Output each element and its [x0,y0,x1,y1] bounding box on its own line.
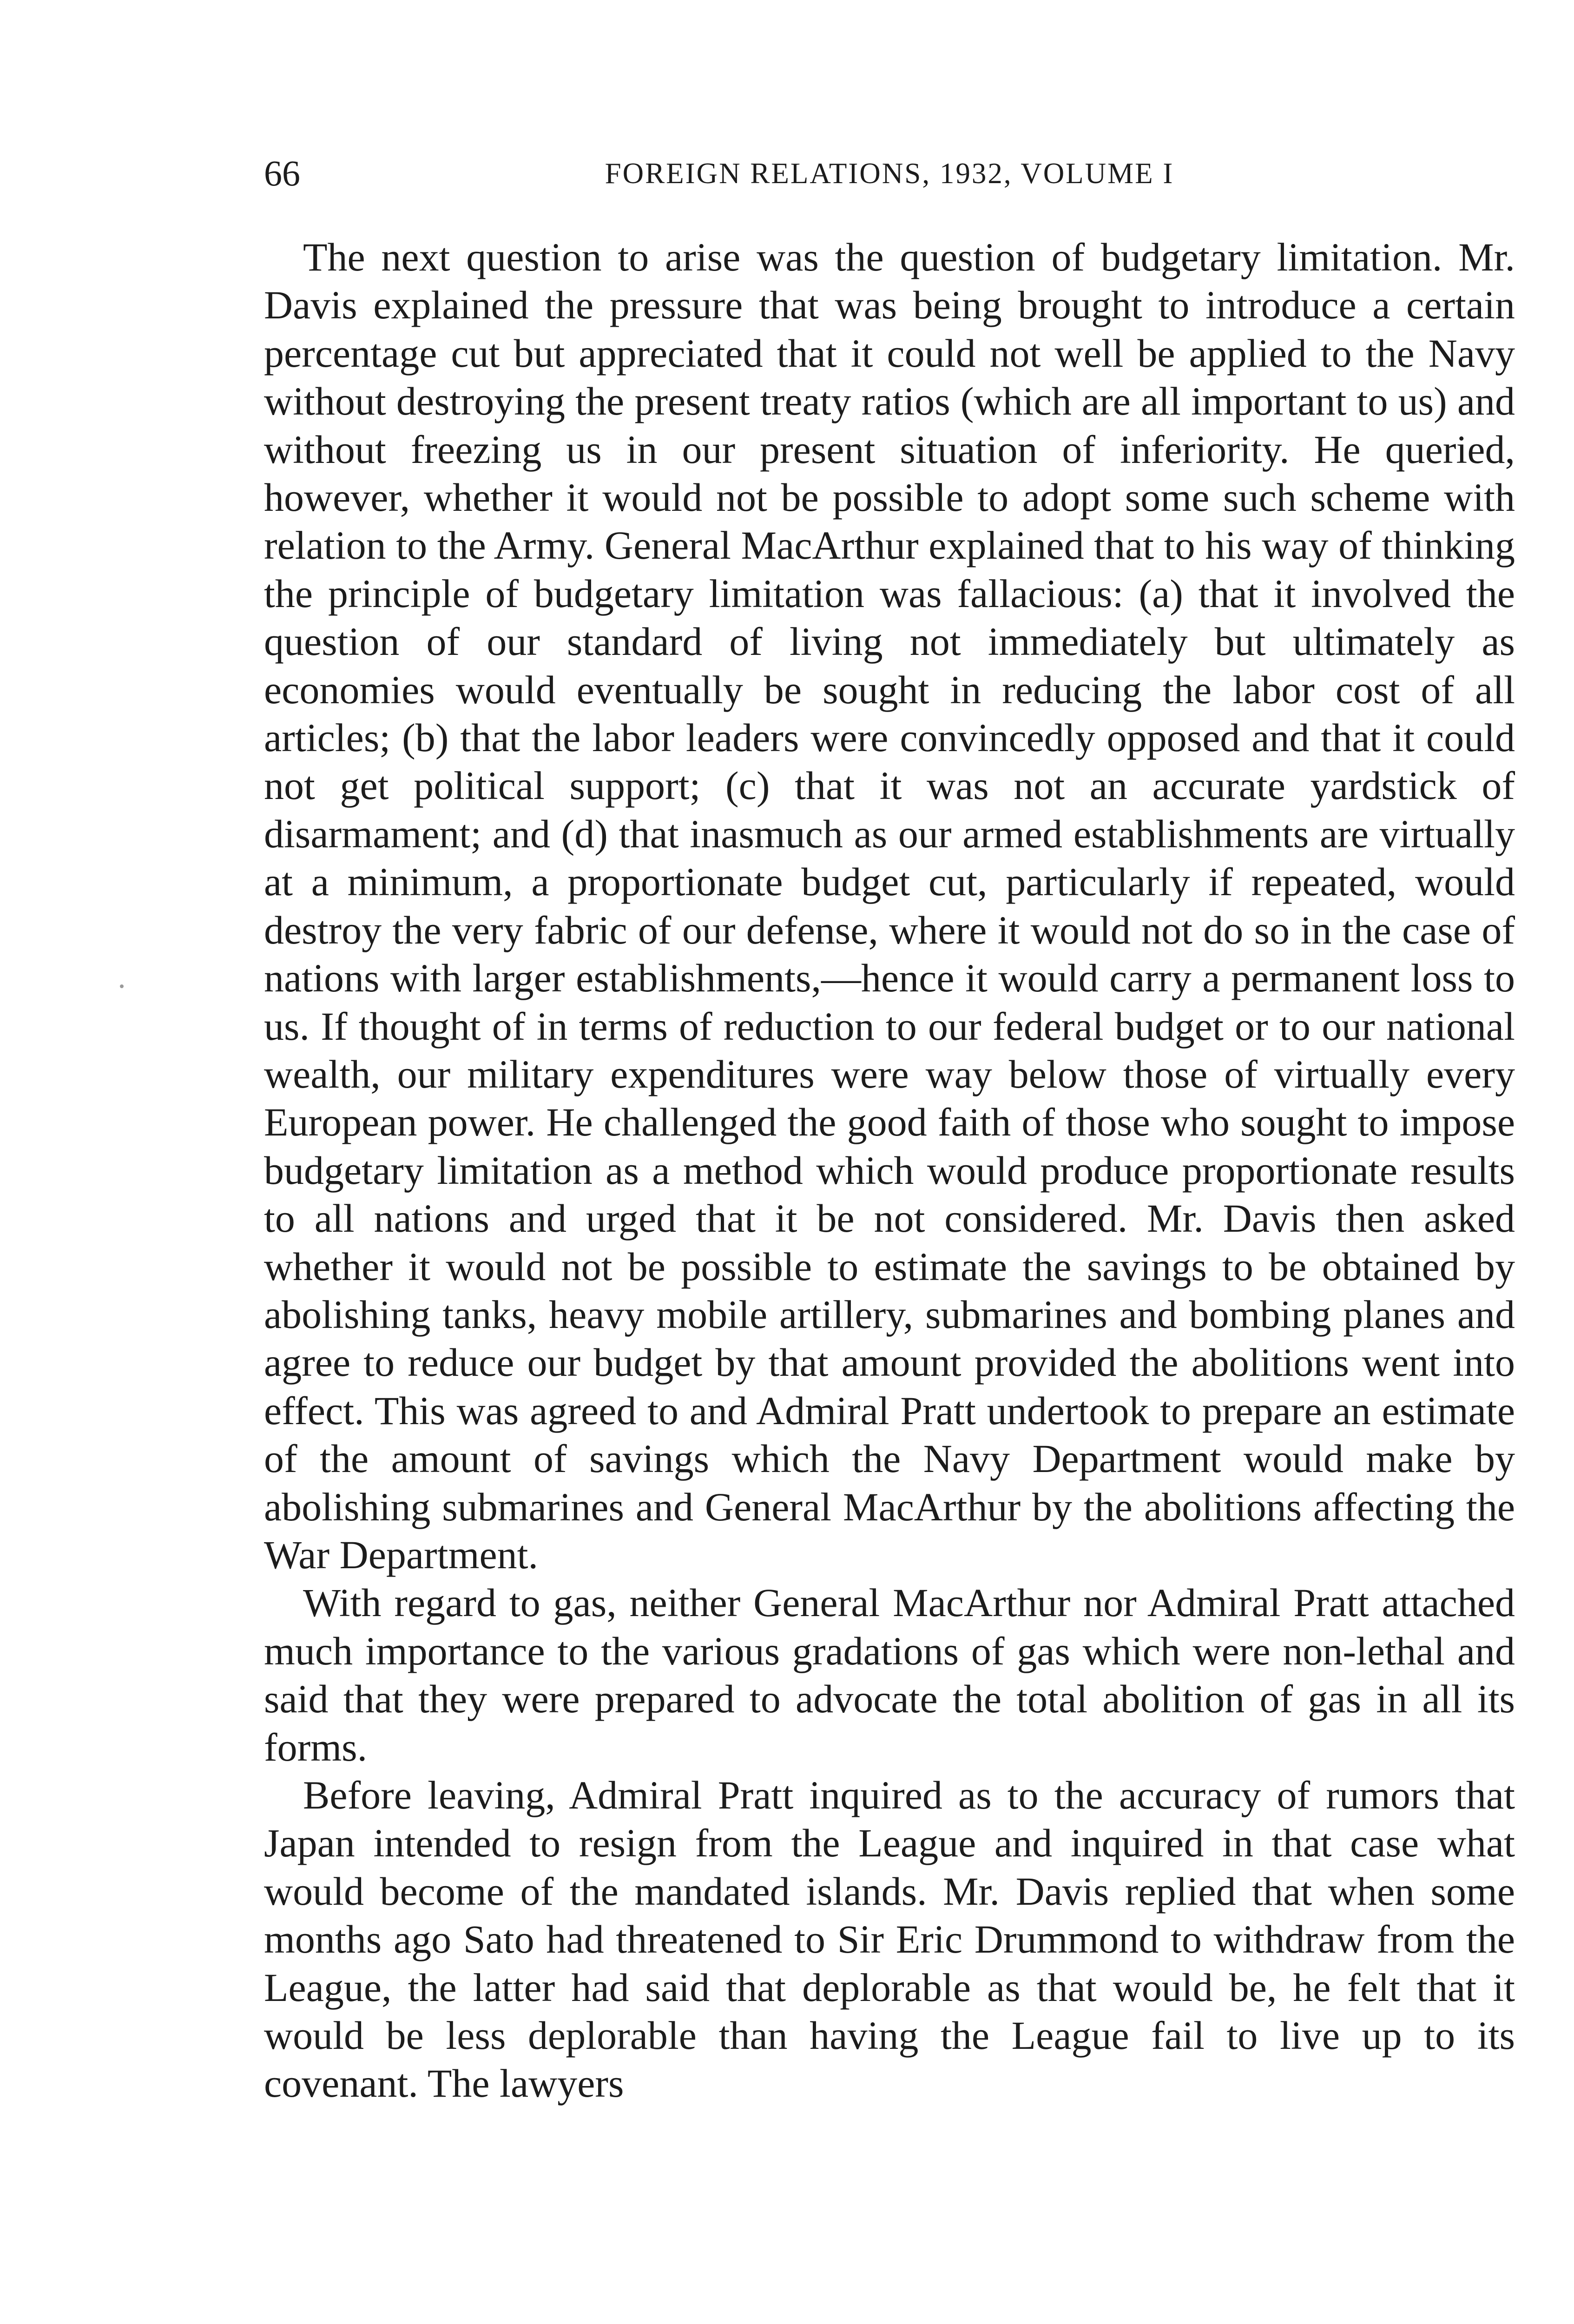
page-number: 66 [264,153,300,193]
body-text [264,233,1515,2108]
paragraph-league: Before leaving, Admiral Pratt inquired as to the accuracy of rumors that Japan intended to resign from the League and inquired in that case what would become of the mandated islands. Mr. Davis replied that when some months ago Sato had threatened to Sir Eric Drummond to withdraw from the League, the latter had said that deplorable as that would be, he felt that it would be less deplorable than having the League fail to live up to its covenant. The lawyers [264,1773,1515,2106]
running-head [264,148,1515,199]
margin-speck [120,984,124,988]
running-title: FOREIGN RELATIONS, 1932, VOLUME I [605,157,1174,190]
paragraph-budgetary-limitation: The next question to arise was the question of budgetary limitation. Mr. Davis explained the pressure that was being brought to introduce a certain percentage cut but appreciated that it could not well be applied to the Navy without destroying the present treaty ratios (which are all important to us) and without freezing us in our present situation of inferiority. He queried, however, whether it would not be possible to adopt some such scheme with relation to the Army. General MacArthur explained that to his way of thinking the principle of budgetary limitation was fallacious: (a) that it involved the question of our standard of living not immediately but ultimately as economies would eventually be sought in reducing the labor cost of all articles; (b) that the labor leaders were convincedly opposed and that it could not get political support; (c) that it was not an accurate yardstick of disarmament; and (d) that inasmuch as our armed establishments are virtually at a minimum, a proportionate budget cut, particularly if repeated, would destroy the very fabric of our defense, where it would not do so in the case of nations with larger establishments,—hence it would carry a permanent loss to us. If thought of in terms of reduction to our federal budget or to our national wealth, our military expenditures were way below those of virtually every European power. He challenged the good faith of those who sought to impose budgetary limitation as a method which would produce proportionate results to all nations and urged that it be not considered. Mr. Davis then asked whether it would not be possible to estimate the savings to be obtained by abolishing tanks, heavy mobile artillery, submarines and bombing planes and agree to reduce our budget by that amount provided the abolitions went into effect. This was agreed to and Admiral Pratt undertook to prepare an estimate of the amount of savings which the Navy Department would make by abolishing submarines and General MacArthur by the abolitions affecting the War Department. [264,235,1515,1577]
paragraph-gas: With regard to gas, neither General MacArthur nor Admiral Pratt attached much importance to the various gradations of gas which were non-lethal and said that they were prepared to advocate the total abolition of gas in all its forms. [264,1580,1515,1769]
